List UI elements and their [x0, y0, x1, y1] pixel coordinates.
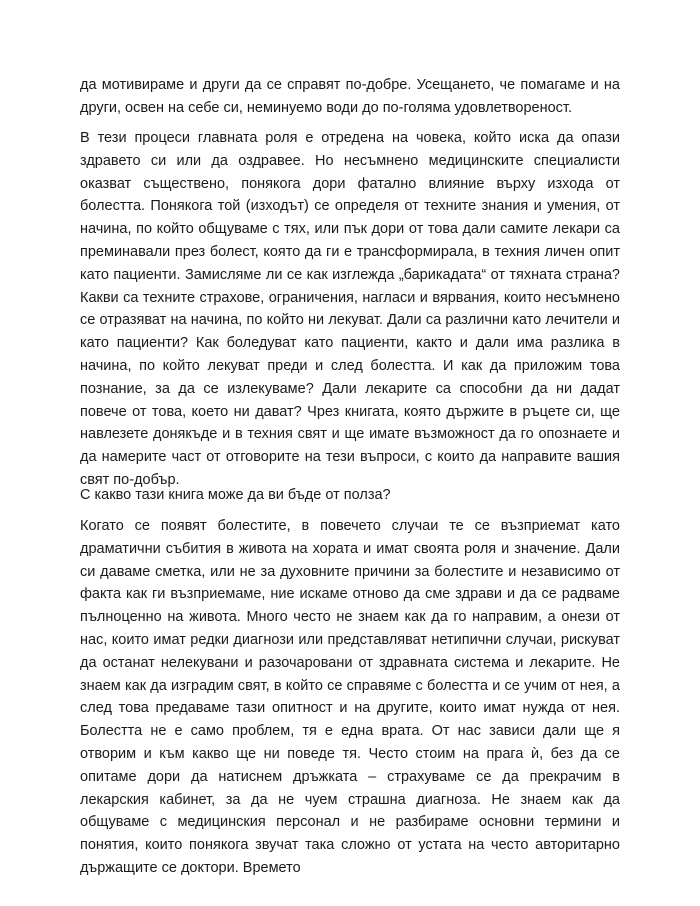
paragraph-text: да мотивираме и други да се справят по-добре. Усещането, че помагаме и на други, освен на себе си, неминуемо води до по-голяма удовлетвореност. — [80, 77, 620, 116]
paragraph-text: Когато се появят болестите, в повечето случаи те се възприемат като драматични събития в живота на хората и имат своята роля и значение. Дали си даваме сметка, или не за духовните причини за болестите и независимо от факта как ги възприемаме, ние искаме отново да сме здрави и да се радваме пълноценно на живота. Много често не знаем как да го направим, а онези от нас, които имат редки диагнози или представляват нетипични случаи, рискуват да останат нелекувани и разочаровани от здравната система и лекарите. Не знаем как да изградим свят, в който се справяме с болестта и се учим от нея, а след това предаваме тази опитност и на другите, които имат нужда от нея. Болестта не е само проблем, тя е една врата. От нас зависи дали ще я отворим и към какво ще ни поведе тя. Често стоим на прага ѝ, без да се опитаме дори да натиснем дръжката – страхуваме се да прекрачим в лекарския кабинет, за да не чуем страшна диагноза. Не знаем как да общуваме с медицинския персонал и не разбираме основни термини и понятия, които понякога звучат така сложно от устата на често авторитарно държащите се доктори. Времето — [80, 518, 620, 876]
paragraph-text: В тези процеси главната роля е отредена на човека, който иска да опази здравето си или да оздравее. Но несъмнено медицинските специалисти оказват съществено, понякога дори фатално влияние върху изхода от болестта. Понякога той (изходът) се определя от техните знания и умения, от начина, по който общуваме с тях, или пък дори от това дали самите лекари са преминавали през болест, която да ги е трансформирала, в техния личен опит като пациенти. Замисляме ли се как изглежда „барикадата“ от тяхната страна? Какви са техните страхове, ограничения, нагласи и вярвания, които несъмнено се отразяват на начина, по който ни лекуват. Дали са различни като лечители и като пациенти? Как боледуват като пациенти, както и дали има разлика в начина, по който лекуват преди и след болестта. И как да приложим това познание, за да се излекуваме? Дали лекарите са способни да ни дадат повече от това, което ни дават? Чрез книгата, която държите в ръцете си, ще навлезете донякъде и в техния свят и ще имате възможност да го опознаете и да намерите част от отговорите на тези въпроси, с които да направите вашия свят по-добър. — [80, 130, 620, 488]
paragraph-doctors-role — [80, 127, 620, 492]
paragraph-illness-door — [80, 515, 620, 880]
paragraph-intro-continuation — [80, 74, 620, 120]
section-question-heading — [80, 484, 620, 507]
paragraph-text: С какво тази книга може да ви бъде от полза? — [80, 487, 391, 503]
